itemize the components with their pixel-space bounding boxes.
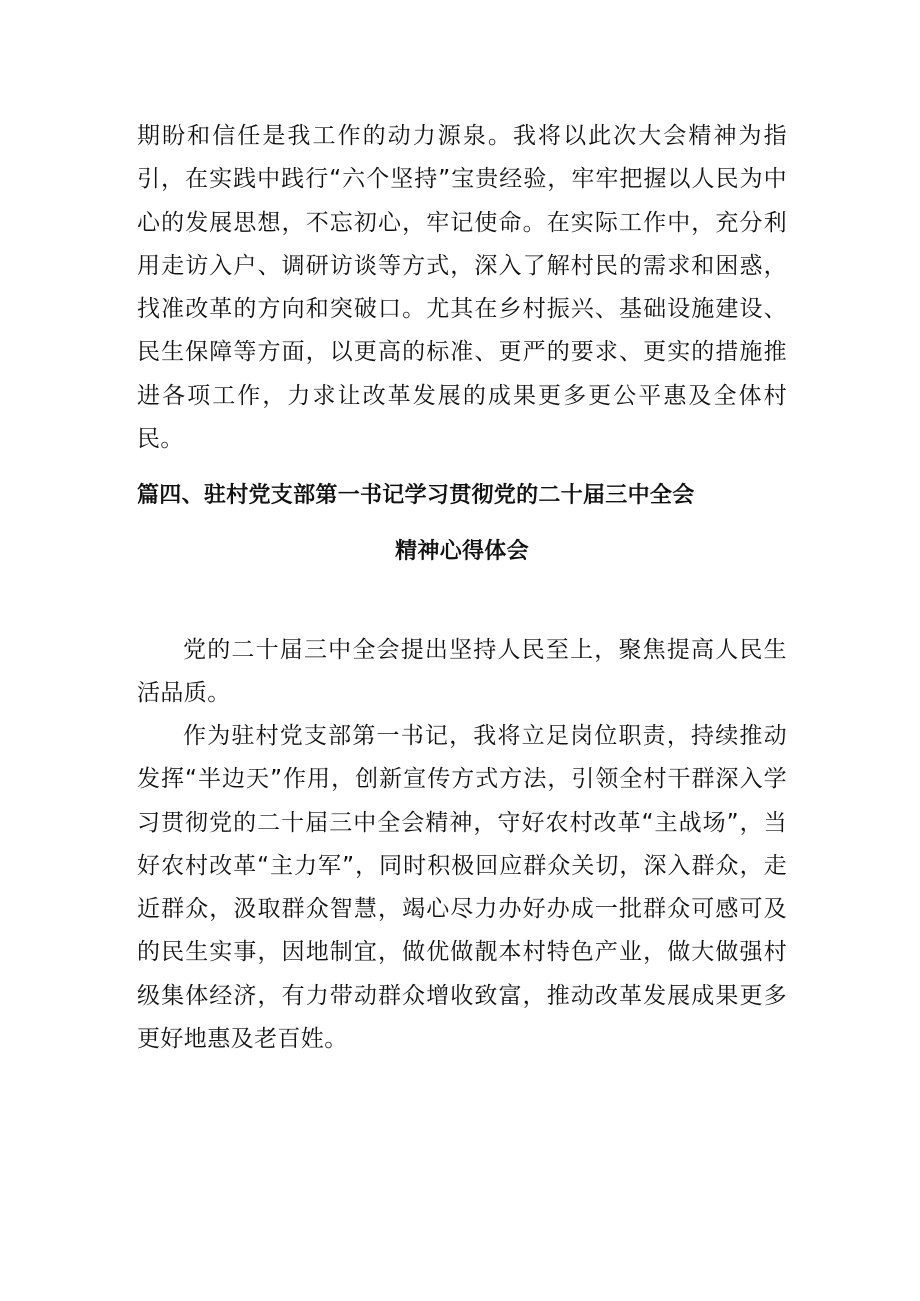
body-paragraph-1: 党的二十届三中全会提出坚持人民至上，聚焦提高人民生活品质。 xyxy=(137,637,787,707)
lead-paragraph: 期盼和信任是我工作的动力源泉。我将以此次大会精神为指引，在实践中践行“六个坚持”宝贵经验，牢牢把握以人民为中心的发展思想，不忘初心，牢记使命。在实际工作中，充分利用走访入户、调研访谈等方式，深入了解村民的需求和困惑，找准改革的方向和突破口。尤其在乡村振兴、基础设施建设、民生保障等方面，以更高的标准、更严的要求、更实的措施推进各项工作，力求让改革发展的成果更多更公平惠及全体村民。 xyxy=(137,123,787,453)
section-heading-line1: 篇四、驻村党支部第一书记学习贯彻党的二十届三中全会 xyxy=(137,483,695,508)
section-heading-line2: 精神心得体会 xyxy=(395,539,529,564)
body-paragraph-2: 作为驻村党支部第一书记，我将立足岗位职责，持续推动发挥“半边天”作用，创新宣传方式方法，引领全村干群深入学习贯彻党的二十届三中全会精神，守好农村改革“主战场”，当好农村改革“主力军”，同时积极回应群众关切，深入群众，走近群众，汲取群众智慧，竭心尽力办好办成一批群众可感可及的民生实事，因地制宜，做优做靓本村特色产业，做大做强村级集体经济，有力带动群众增收致富，推动改革发展成果更多更好地惠及老百姓。 xyxy=(137,723,787,1053)
